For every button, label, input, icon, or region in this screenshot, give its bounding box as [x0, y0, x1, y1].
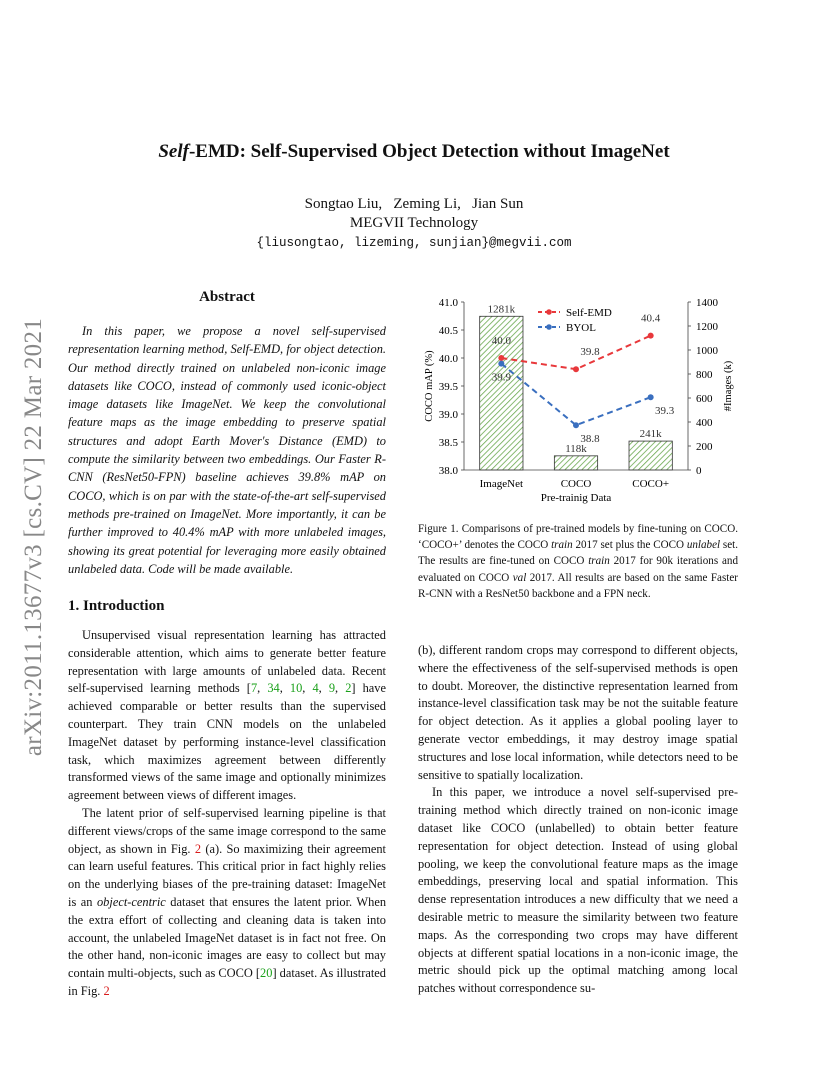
- citation-link[interactable]: 4: [312, 681, 319, 696]
- affiliation: MEGVII Technology: [349, 215, 479, 231]
- bar: [629, 441, 672, 470]
- text-run: dataset that ensures the latent prior. When the extra effort of collecting and cleaning data is taken into account, the unlabeled ImageNet dataset is in fact not free. On the other hand, non-iconic images are easy to collect but may contain multi-objects, such as COCO [: [68, 894, 387, 981]
- y2-tick-label: 0: [696, 465, 702, 477]
- paragraph: In this paper, we introduce a novel self-supervised pre-training method which directly trained on non-iconic image dataset like COCO (unlabelled) to obtain better feature representation for object detection. Instead of using global pooling, we keep the convolutional feature maps as the image embeddings, preserving local and spatial information. This dense representation introduces a new difficulty that we need a desirable metric to measure the similarity between two feature maps. As the corresponding two crops may have different objects at different spatial locations in a non-iconic image, the metric should pick up the optimal matching among local patches without correspondence su-: [418, 785, 738, 996]
- figure-link[interactable]: 2: [103, 983, 110, 998]
- data-label: 38.8: [580, 433, 600, 446]
- citation-link[interactable]: 34: [267, 681, 280, 696]
- x-tick-label: COCO: [560, 478, 592, 490]
- y-tick-label: 38.0: [438, 465, 458, 477]
- abstract-text: In this paper, we propose a novel self-supervised representation learning method, Self-EMD, for object detection. Our method directly trained on unlabeled non-iconic image datasets like COCO, instead of commonly used iconic-object image datasets like ImageNet. We keep the convolutional feature maps as the image embedding to preserve spatial structures and adopt Earth Mover's Distance (EMD) to compute the similarity between two embeddings. Our Faster R-CNN (ResNet50-FPN) baseline achieves 39.8% mAP on COCO, which is on par with the state-of-the-art self-supervised methods pre-trained on ImageNet. More importantly, it can be further improved to 40.4% mAP with more unlabeled images, showing its great potential for leveraging more easily obtained unlabeled data. Code will be made available.: [68, 324, 386, 576]
- emphasis: object-centric: [96, 894, 166, 909]
- y2-tick-label: 600: [696, 393, 713, 405]
- left-column-body: [68, 627, 386, 1001]
- figure-caption: [418, 521, 738, 602]
- paper-title: [0, 141, 828, 163]
- y2-tick-label: 800: [696, 369, 713, 381]
- citation-link[interactable]: 9: [328, 681, 336, 696]
- text-run: 2017. All results are based on the same Faster R-CNN with a ResNet50 backbone and a FPN neck.: [418, 571, 738, 600]
- text-run: set. The results are fine-tuned on COCO: [418, 539, 739, 568]
- legend-marker: [546, 309, 552, 315]
- text-run: 2017 for 90k iterations and evaluated on COCO: [418, 555, 738, 584]
- emphasis: unlabel: [686, 539, 721, 552]
- text-run: Unsupervised visual representation learning has attracted considerable attention, which aims to generate better feature representation with large amounts of unlabeled data. Recent self-supervised learning methods [: [68, 628, 386, 696]
- series-point: [573, 366, 579, 372]
- citation-link[interactable]: 2: [345, 681, 352, 696]
- paragraph: Unsupervised visual representation learning has attracted considerable attention, which aims to generate better feature representation with large amounts of unlabeled data. Recent self-supervised learning methods [7, 34, 10, 4, 9, 2] have achieved comparable or better results than the supervised counterpart. They train CNN models on the unlabeled ImageNet dataset by performing instance-level classification task, which maximizes agreement between differently transformed views of the same image and optionally minimizes agreement between views of different images.: [68, 628, 386, 803]
- bar-label: 241k: [639, 428, 662, 441]
- y-axis-label: COCO mAP (%): [424, 350, 435, 422]
- data-label: 40.0: [491, 335, 511, 347]
- x-tick-label: COCO+: [632, 478, 670, 490]
- series-point: [648, 333, 654, 339]
- text-run: ] have achieved comparable or better results than the supervised counterpart. They train CNN models on the unlabeled ImageNet dataset by performing instance-level classification task, which maximizes agreement between differently transformed views of the same image and optionally minimizes agreement between views of different images.: [68, 681, 386, 803]
- section-heading-introduction: 1. Introduction: [68, 598, 165, 614]
- series-point: [573, 422, 579, 428]
- y-tick-label: 41.0: [438, 297, 458, 309]
- title-rest: -EMD: Self-Supervised Object Detection without ImageNet: [188, 141, 670, 162]
- y2-tick-label: 1200: [696, 321, 718, 333]
- series-line: [501, 336, 650, 370]
- arxiv-identifier: arXiv:2011.13677v3 [cs.CV] 22 Mar 2021: [20, 317, 47, 757]
- paragraph: (b), different random crops may correspond to different objects, where the effectiveness of the self-supervised methods is open to doubt. Moreover, the distinctive representation learned from instance-level classification task may be not the suitable feature for object detection. As it applies a global pooling layer to generate vector embeddings, it may destroy image spatial structures and lose local information, while detectors need to be sensitive to spatially localization.: [418, 643, 738, 782]
- emphasis: val: [512, 571, 527, 584]
- data-label: 40.4: [641, 312, 661, 325]
- y-tick-label: 40.0: [438, 353, 458, 365]
- y2-axis-label: #Images (k): [723, 360, 734, 412]
- citation-link[interactable]: 10: [289, 681, 303, 696]
- y2-tick-label: 400: [696, 417, 713, 429]
- figure-link[interactable]: 2: [194, 841, 202, 856]
- y-tick-label: 38.5: [438, 437, 458, 449]
- text-run: Figure 1. Comparisons of pre-trained models by fine-tuning on COCO. ‘COCO+’ denotes the COCO: [418, 523, 738, 552]
- paragraph: [68, 805, 386, 1001]
- y2-tick-label: 1400: [696, 297, 718, 309]
- abstract-heading: Abstract: [199, 289, 255, 305]
- title-italic: Self: [158, 141, 189, 162]
- text-run: The latent prior of self-supervised learning pipeline is that different views/crops of the same image correspond to the same object, as shown in Fig.: [68, 805, 386, 856]
- series-point: [498, 355, 504, 361]
- figure-1-chart: [418, 288, 738, 508]
- bar-label: 1281k: [487, 303, 516, 316]
- y-tick-label: 39.0: [438, 409, 458, 421]
- citation-link[interactable]: 20: [260, 966, 273, 981]
- bar-label: 118k: [565, 442, 587, 455]
- y2-tick-label: 200: [696, 441, 713, 453]
- series-point: [648, 394, 654, 400]
- right-column-body: [418, 642, 738, 998]
- data-label: 39.8: [580, 346, 600, 359]
- legend-label: Self-EMD: [566, 307, 612, 319]
- y-tick-label: 40.5: [438, 325, 458, 337]
- legend-marker: [546, 324, 552, 330]
- emphasis: train: [588, 555, 610, 568]
- emails: {liusongtao, lizeming, sunjian}@megvii.com: [256, 236, 572, 250]
- text-run: (a). So maximizing their agreement can learn useful features. This critical prior in fact highly relies on the underlying biases of the pre-training dataset: ImageNet is an: [68, 841, 386, 909]
- bar: [554, 456, 597, 470]
- data-label: 39.9: [491, 371, 511, 384]
- y2-tick-label: 1000: [696, 345, 718, 357]
- series-point: [498, 361, 504, 367]
- series-line: [501, 364, 650, 426]
- emphasis: train: [551, 539, 573, 552]
- authors: Songtao Liu, Zeming Li, Jian Sun: [304, 196, 524, 212]
- legend-label: BYOL: [566, 322, 596, 334]
- chart-svg: [418, 288, 738, 508]
- y-tick-label: 39.5: [438, 381, 458, 393]
- data-label: 39.3: [655, 405, 675, 418]
- x-axis-label: Pre-trainig Data: [540, 492, 612, 504]
- text-run: ] dataset. As illustrated in Fig.: [68, 966, 386, 998]
- text-run: 2017 set plus the COCO: [572, 539, 687, 552]
- x-tick-label: ImageNet: [479, 478, 524, 490]
- citation-link[interactable]: 7: [250, 681, 258, 696]
